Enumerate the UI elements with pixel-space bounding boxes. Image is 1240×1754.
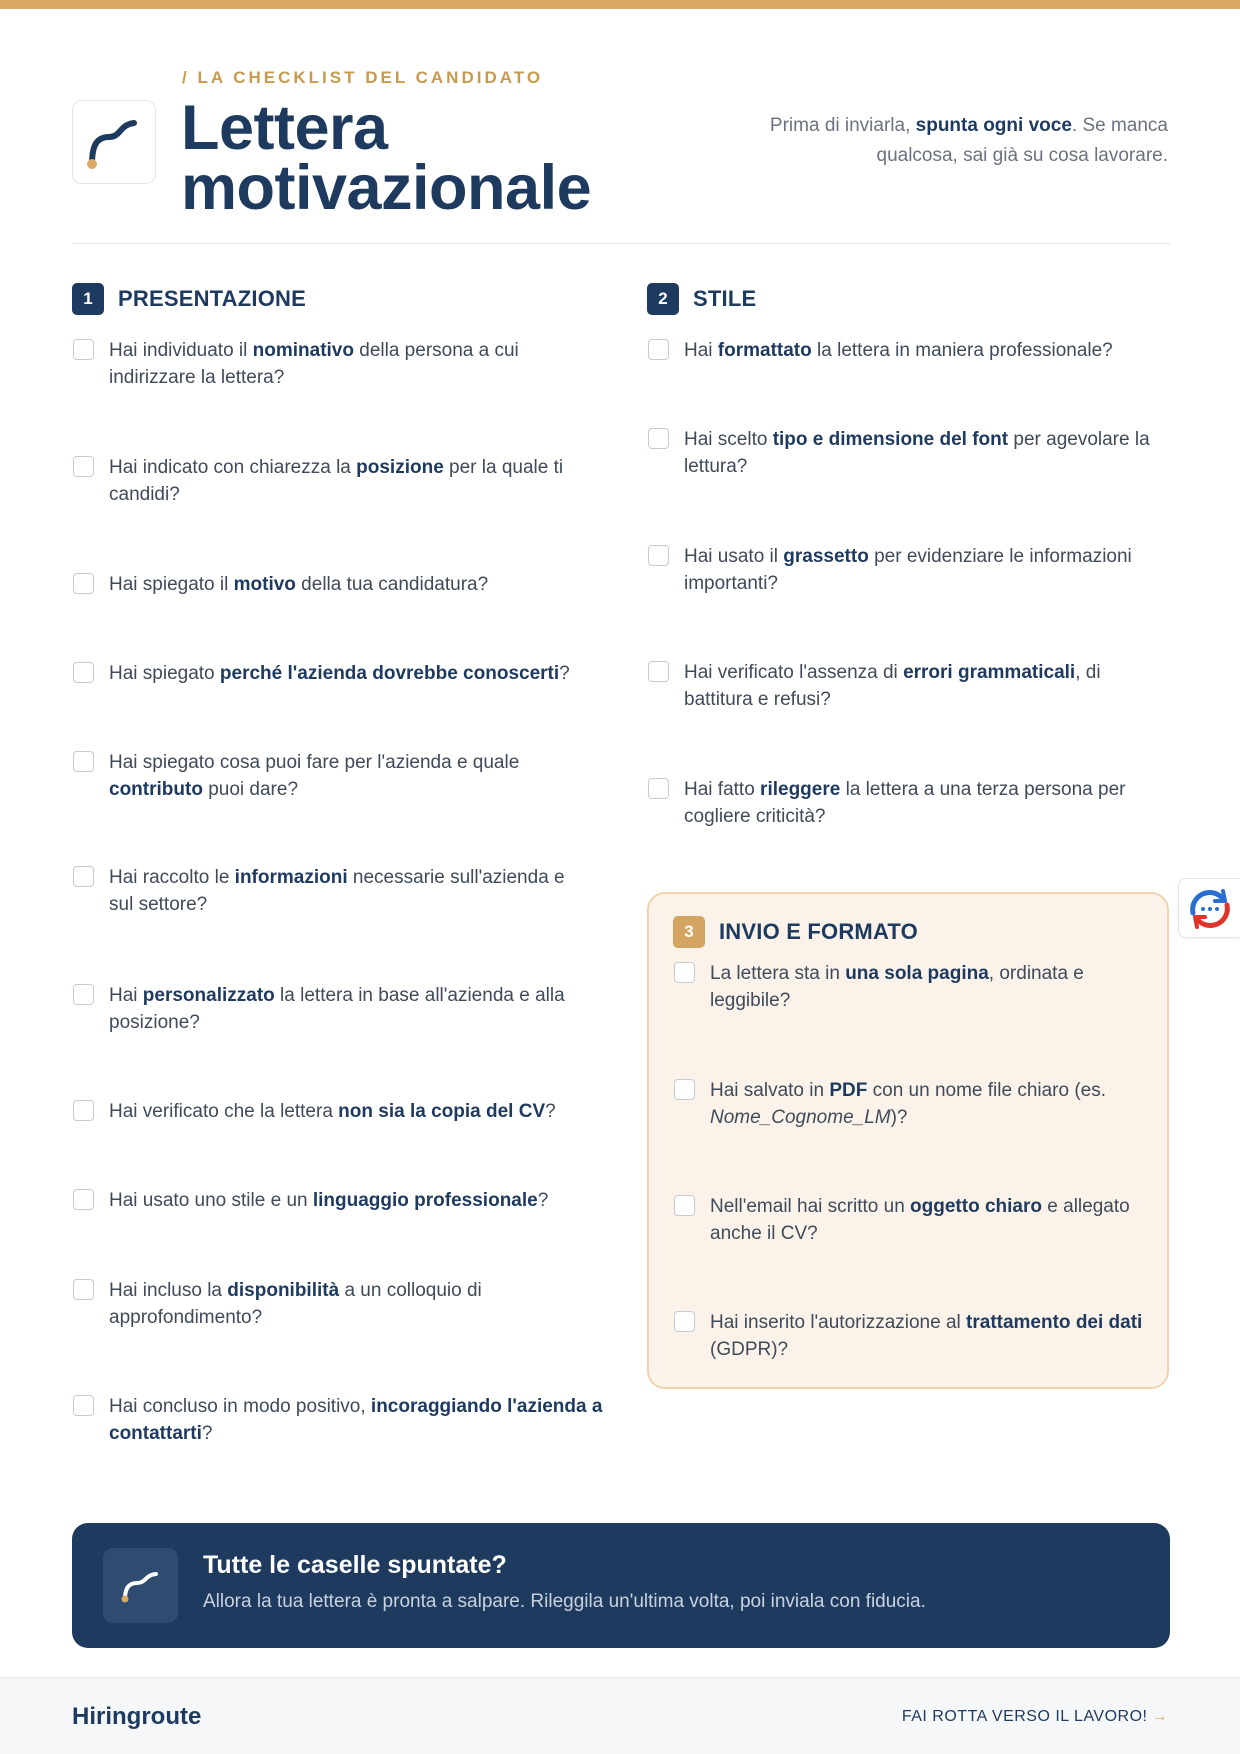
section-1-title: PRESENTAZIONE: [118, 286, 306, 311]
brand-name: Hiringroute: [72, 1703, 202, 1730]
item-text: Hai individuato il nominativo della persona a cui indirizzare la lettera?: [109, 340, 519, 388]
item-text: Hai usato il grassetto per evidenziare le informazioni importanti?: [684, 546, 1132, 594]
item-text: Hai formattato la lettera in maniera professionale?: [684, 340, 1113, 361]
checkbox[interactable]: [73, 1395, 94, 1416]
intro-text: Prima di inviarla, spunta ogni voce. Se manca qualcosa, sai già su cosa lavorare.: [769, 115, 1168, 166]
checklist-item: [674, 1309, 1144, 1363]
checkbox[interactable]: [674, 1079, 695, 1100]
checklist-item: [648, 659, 1128, 713]
checklist-item: [674, 960, 1144, 1014]
banner-title: Tutte le caselle spuntate?: [203, 1551, 507, 1579]
section-1-header: [72, 283, 306, 315]
checklist-item: [674, 1077, 1144, 1131]
item-text: Hai salvato in PDF con un nome file chiaro (es. Nome_Cognome_LM)?: [710, 1080, 1107, 1128]
section-2-number: 2: [647, 283, 679, 315]
checkbox[interactable]: [674, 962, 695, 983]
item-text: Hai inserito l'autorizzazione al trattamento dei dati (GDPR)?: [710, 1312, 1143, 1360]
checkbox[interactable]: [73, 339, 94, 360]
checklist-item: [73, 864, 593, 918]
item-text: La lettera sta in una sola pagina, ordinata e leggibile?: [710, 963, 1084, 1011]
section-3-number: 3: [673, 916, 705, 948]
section-2-header: [647, 283, 756, 315]
route-icon: [73, 101, 157, 185]
floating-action-button[interactable]: [1178, 878, 1240, 938]
item-text: Hai indicato con chiarezza la posizione per la quale ti candidi?: [109, 457, 564, 505]
footer-slogan: FAI ROTTA VERSO IL LAVORO! →: [901, 1708, 1168, 1725]
checkbox[interactable]: [648, 545, 669, 566]
checkbox[interactable]: [674, 1311, 695, 1332]
item-text: Hai incluso la disponibilità a un colloquio di approfondimento?: [109, 1280, 482, 1328]
title-line-1: Lettera: [181, 93, 388, 163]
checkbox[interactable]: [73, 1279, 94, 1300]
chat-refresh-icon: [1179, 879, 1240, 939]
route-icon: [103, 1548, 178, 1623]
checklist-item: [73, 454, 593, 508]
banner-text: Allora la tua lettera è pronta a salpare. Rileggila un'ultima volta, poi inviala con fiducia.: [203, 1591, 926, 1612]
item-text: Hai spiegato il motivo della tua candidatura?: [109, 574, 489, 595]
checkbox[interactable]: [648, 661, 669, 682]
page-title: [181, 93, 592, 223]
checkbox[interactable]: [648, 428, 669, 449]
checkbox[interactable]: [73, 573, 94, 594]
checkbox[interactable]: [73, 984, 94, 1005]
checklist-item: [73, 1187, 593, 1214]
checkbox[interactable]: [648, 339, 669, 360]
arrow-right-icon: →: [1151, 1708, 1168, 1725]
checklist-item: [648, 337, 1168, 364]
item-text: Hai spiegato cosa puoi fare per l'azienda e quale contributo puoi dare?: [109, 752, 520, 800]
item-text: Hai raccolto le informazioni necessarie sull'azienda e sul settore?: [109, 867, 565, 915]
item-text: Hai verificato che la lettera non sia la copia del CV?: [109, 1101, 556, 1122]
checkbox[interactable]: [73, 1100, 94, 1121]
checklist-item: [648, 426, 1168, 480]
checkbox[interactable]: [73, 456, 94, 477]
checklist-item: [73, 1098, 593, 1125]
item-text: Hai personalizzato la lettera in base all'azienda e alla posizione?: [109, 985, 565, 1033]
item-text: Nell'email hai scritto un oggetto chiaro e allegato anche il CV?: [710, 1196, 1130, 1244]
checklist-item: [73, 660, 593, 687]
checklist-item: [648, 776, 1168, 830]
top-accent-bar: [0, 0, 1240, 9]
item-text: Hai usato uno stile e un linguaggio professionale?: [109, 1190, 549, 1211]
header-divider: [72, 243, 1170, 244]
kicker: / LA CHECKLIST DEL CANDIDATO: [182, 68, 544, 87]
section-3-header: [673, 916, 918, 948]
checkbox[interactable]: [73, 1189, 94, 1210]
checklist-item: [73, 571, 593, 598]
title-line-2: motivazionale: [181, 153, 592, 223]
checklist-item: [648, 543, 1168, 597]
item-text: Hai scelto tipo e dimensione del font per agevolare la lettura?: [684, 429, 1150, 477]
checklist-item: [73, 1277, 593, 1331]
logo: [72, 100, 156, 184]
checkbox[interactable]: [73, 866, 94, 887]
checkbox[interactable]: [73, 662, 94, 683]
section-1-number: 1: [72, 283, 104, 315]
checkbox[interactable]: [648, 778, 669, 799]
item-text: Hai spiegato perché l'azienda dovrebbe conoscerti?: [109, 663, 570, 684]
completion-banner: [72, 1523, 1170, 1648]
checkbox[interactable]: [674, 1195, 695, 1216]
checkbox[interactable]: [73, 751, 94, 772]
item-text: Hai fatto rileggere la lettera a una terza persona per cogliere criticità?: [684, 779, 1126, 827]
banner-logo: [103, 1548, 178, 1623]
page-footer: [0, 1677, 1240, 1754]
section-2-title: STILE: [693, 286, 757, 311]
checklist-item: [674, 1193, 1144, 1247]
item-text: Hai verificato l'assenza di errori grammaticali, di battitura e refusi?: [684, 662, 1101, 710]
checklist-item: [73, 982, 593, 1036]
checklist-item: [73, 337, 593, 391]
checklist-item: [73, 749, 593, 803]
item-text: Hai concluso in modo positivo, incoraggiando l'azienda a contattarti?: [109, 1396, 603, 1444]
section-3-title: INVIO E FORMATO: [719, 919, 918, 944]
checklist-item: [73, 1393, 603, 1447]
